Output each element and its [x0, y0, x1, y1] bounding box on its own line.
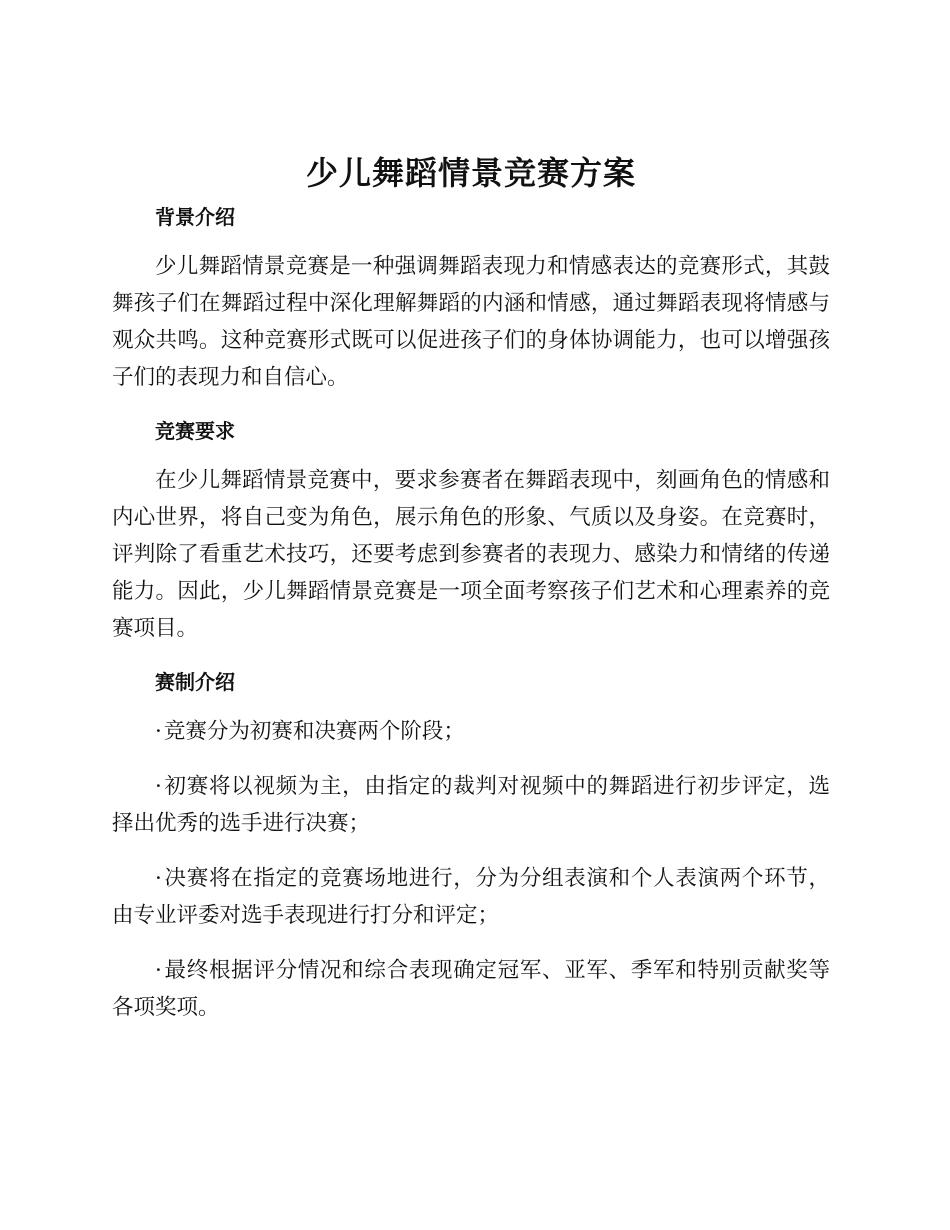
section-heading-format: 赛制介绍 [155, 670, 235, 694]
format-bullet-item [112, 768, 830, 842]
requirements-paragraph: 在少儿舞蹈情景竞赛中，要求参赛者在舞蹈表现中，刻画角色的情感和内心世界，将自己变为角色，展示角色的形象、气质以及身姿。在竞赛时，评判除了看重艺术技巧，还要考虑到参赛者的表现力、感染力和情绪的传递能力。因此，少儿舞蹈情景竞赛是一项全面考察孩子们艺术和心理素养的竞赛项目。 [112, 468, 830, 641]
bullet-dot-icon: · [155, 774, 162, 799]
format-bullet-item [112, 952, 830, 1026]
bullet-dot-icon: · [155, 866, 162, 891]
format-bullet-text: 初赛将以视频为主，由指定的裁判对视频中的舞蹈进行初步评定，选择出优秀的选手进行决赛； [112, 774, 830, 836]
document-body [112, 150, 830, 1026]
format-bullet-text: 决赛将在指定的竞赛场地进行，分为分组表演和个人表演两个环节，由专业评委对选手表现进行打分和评定； [112, 866, 830, 928]
section-heading-requirements: 竞赛要求 [155, 419, 235, 443]
document-title: 少儿舞蹈情景竞赛方案 [305, 154, 636, 192]
bullet-dot-icon: · [155, 719, 162, 744]
format-bullet-item [112, 860, 830, 934]
bullet-dot-icon: · [155, 958, 162, 983]
format-bullet-text: 最终根据评分情况和综合表现确定冠军、亚军、季军和特别贡献奖等各项奖项。 [112, 958, 830, 1020]
format-bullet-item [112, 713, 830, 750]
format-bullet-text: 竞赛分为初赛和决赛两个阶段； [163, 719, 465, 744]
background-paragraph: 少儿舞蹈情景竞赛是一种强调舞蹈表现力和情感表达的竞赛形式，其鼓舞孩子们在舞蹈过程中深化理解舞蹈的内涵和情感，通过舞蹈表现将情感与观众共鸣。这种竞赛形式既可以促进孩子们的身体协调能力，也可以增强孩子们的表现力和自信心。 [112, 254, 830, 390]
section-heading-background: 背景介绍 [155, 205, 235, 229]
